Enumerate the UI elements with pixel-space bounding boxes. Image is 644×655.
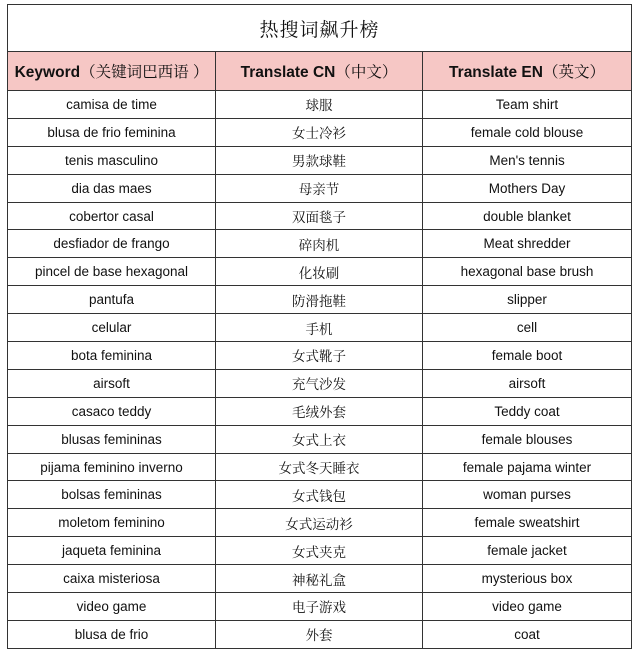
table-row [8,509,632,537]
keyword-cell: bolsas femininas [8,481,216,509]
table-row [8,369,632,397]
keyword-cell: bota feminina [8,342,216,370]
table-row [8,397,632,425]
table-row [8,286,632,314]
translate-en-cell: female sweatshirt [423,509,632,537]
table-row [8,146,632,174]
table-title: 热搜词飙升榜 [8,5,632,52]
translate-cn-cell: 电子游戏 [216,593,423,621]
translate-cn-cell: 防滑拖鞋 [216,286,423,314]
table-row [8,174,632,202]
translate-en-cell: female blouses [423,425,632,453]
translate-cn-cell: 神秘礼盒 [216,565,423,593]
keyword-cell: pantufa [8,286,216,314]
keyword-cell: caixa misteriosa [8,565,216,593]
header-keyword-main: Keyword [14,64,81,81]
translate-cn-cell: 女式冬天睡衣 [216,453,423,481]
keyword-cell: blusa de frio [8,620,216,648]
translate-en-cell: airsoft [423,369,632,397]
translate-cn-cell: 女士冷衫 [216,118,423,146]
table-row [8,202,632,230]
keyword-cell: desfiador de frango [8,230,216,258]
header-translate-en-sub: （英文） [542,64,605,81]
translate-en-cell: cell [423,314,632,342]
translate-cn-cell: 女式夹克 [216,537,423,565]
header-keyword-sub: （关键词巴西语 ） [80,64,209,81]
table-row [8,425,632,453]
table-row [8,537,632,565]
keyword-cell: video game [8,593,216,621]
translate-cn-cell: 外套 [216,620,423,648]
trending-keywords-table-container [7,4,631,649]
keyword-cell: cobertor casal [8,202,216,230]
table-row [8,258,632,286]
translate-cn-cell: 毛绒外套 [216,397,423,425]
translate-cn-cell: 碎肉机 [216,230,423,258]
keyword-cell: camisa de time [8,91,216,119]
translate-cn-cell: 球服 [216,91,423,119]
header-translate-cn-main: Translate CN [240,64,336,81]
header-translate-en [423,52,632,91]
header-translate-cn-sub: （中文） [335,64,398,81]
keyword-cell: blusa de frio feminina [8,118,216,146]
keyword-cell: casaco teddy [8,397,216,425]
table-row [8,314,632,342]
translate-cn-cell: 充气沙发 [216,369,423,397]
translate-en-cell: female pajama winter [423,453,632,481]
table-row [8,453,632,481]
translate-en-cell: Meat shredder [423,230,632,258]
translate-cn-cell: 女式靴子 [216,342,423,370]
translate-cn-cell: 双面毯子 [216,202,423,230]
translate-cn-cell: 母亲节 [216,174,423,202]
translate-en-cell: slipper [423,286,632,314]
translate-en-cell: video game [423,593,632,621]
header-row [8,52,632,91]
keyword-cell: airsoft [8,369,216,397]
table-row [8,565,632,593]
translate-en-cell: Men's tennis [423,146,632,174]
translate-en-cell: woman purses [423,481,632,509]
keyword-cell: jaqueta feminina [8,537,216,565]
translate-cn-cell: 手机 [216,314,423,342]
header-translate-cn [216,52,423,91]
table-row [8,481,632,509]
translate-en-cell: Teddy coat [423,397,632,425]
translate-cn-cell: 男款球鞋 [216,146,423,174]
table-row [8,118,632,146]
keyword-cell: pijama feminino inverno [8,453,216,481]
table-row [8,230,632,258]
keyword-cell: tenis masculino [8,146,216,174]
table-row [8,91,632,119]
translate-cn-cell: 女式钱包 [216,481,423,509]
translate-en-cell: double blanket [423,202,632,230]
translate-en-cell: female boot [423,342,632,370]
keyword-cell: pincel de base hexagonal [8,258,216,286]
table-row [8,620,632,648]
table-body [8,91,632,649]
table-row [8,593,632,621]
translate-en-cell: Team shirt [423,91,632,119]
translate-en-cell: coat [423,620,632,648]
header-translate-en-main: Translate EN [449,64,543,81]
keyword-cell: moletom feminino [8,509,216,537]
translate-en-cell: mysterious box [423,565,632,593]
translate-en-cell: Mothers Day [423,174,632,202]
translate-cn-cell: 女式上衣 [216,425,423,453]
keyword-cell: celular [8,314,216,342]
translate-en-cell: hexagonal base brush [423,258,632,286]
translate-en-cell: female jacket [423,537,632,565]
keyword-cell: dia das maes [8,174,216,202]
table-row [8,342,632,370]
keyword-cell: blusas femininas [8,425,216,453]
trending-keywords-table [7,4,632,649]
header-keyword [8,52,216,91]
translate-en-cell: female cold blouse [423,118,632,146]
translate-cn-cell: 女式运动衫 [216,509,423,537]
translate-cn-cell: 化妆刷 [216,258,423,286]
